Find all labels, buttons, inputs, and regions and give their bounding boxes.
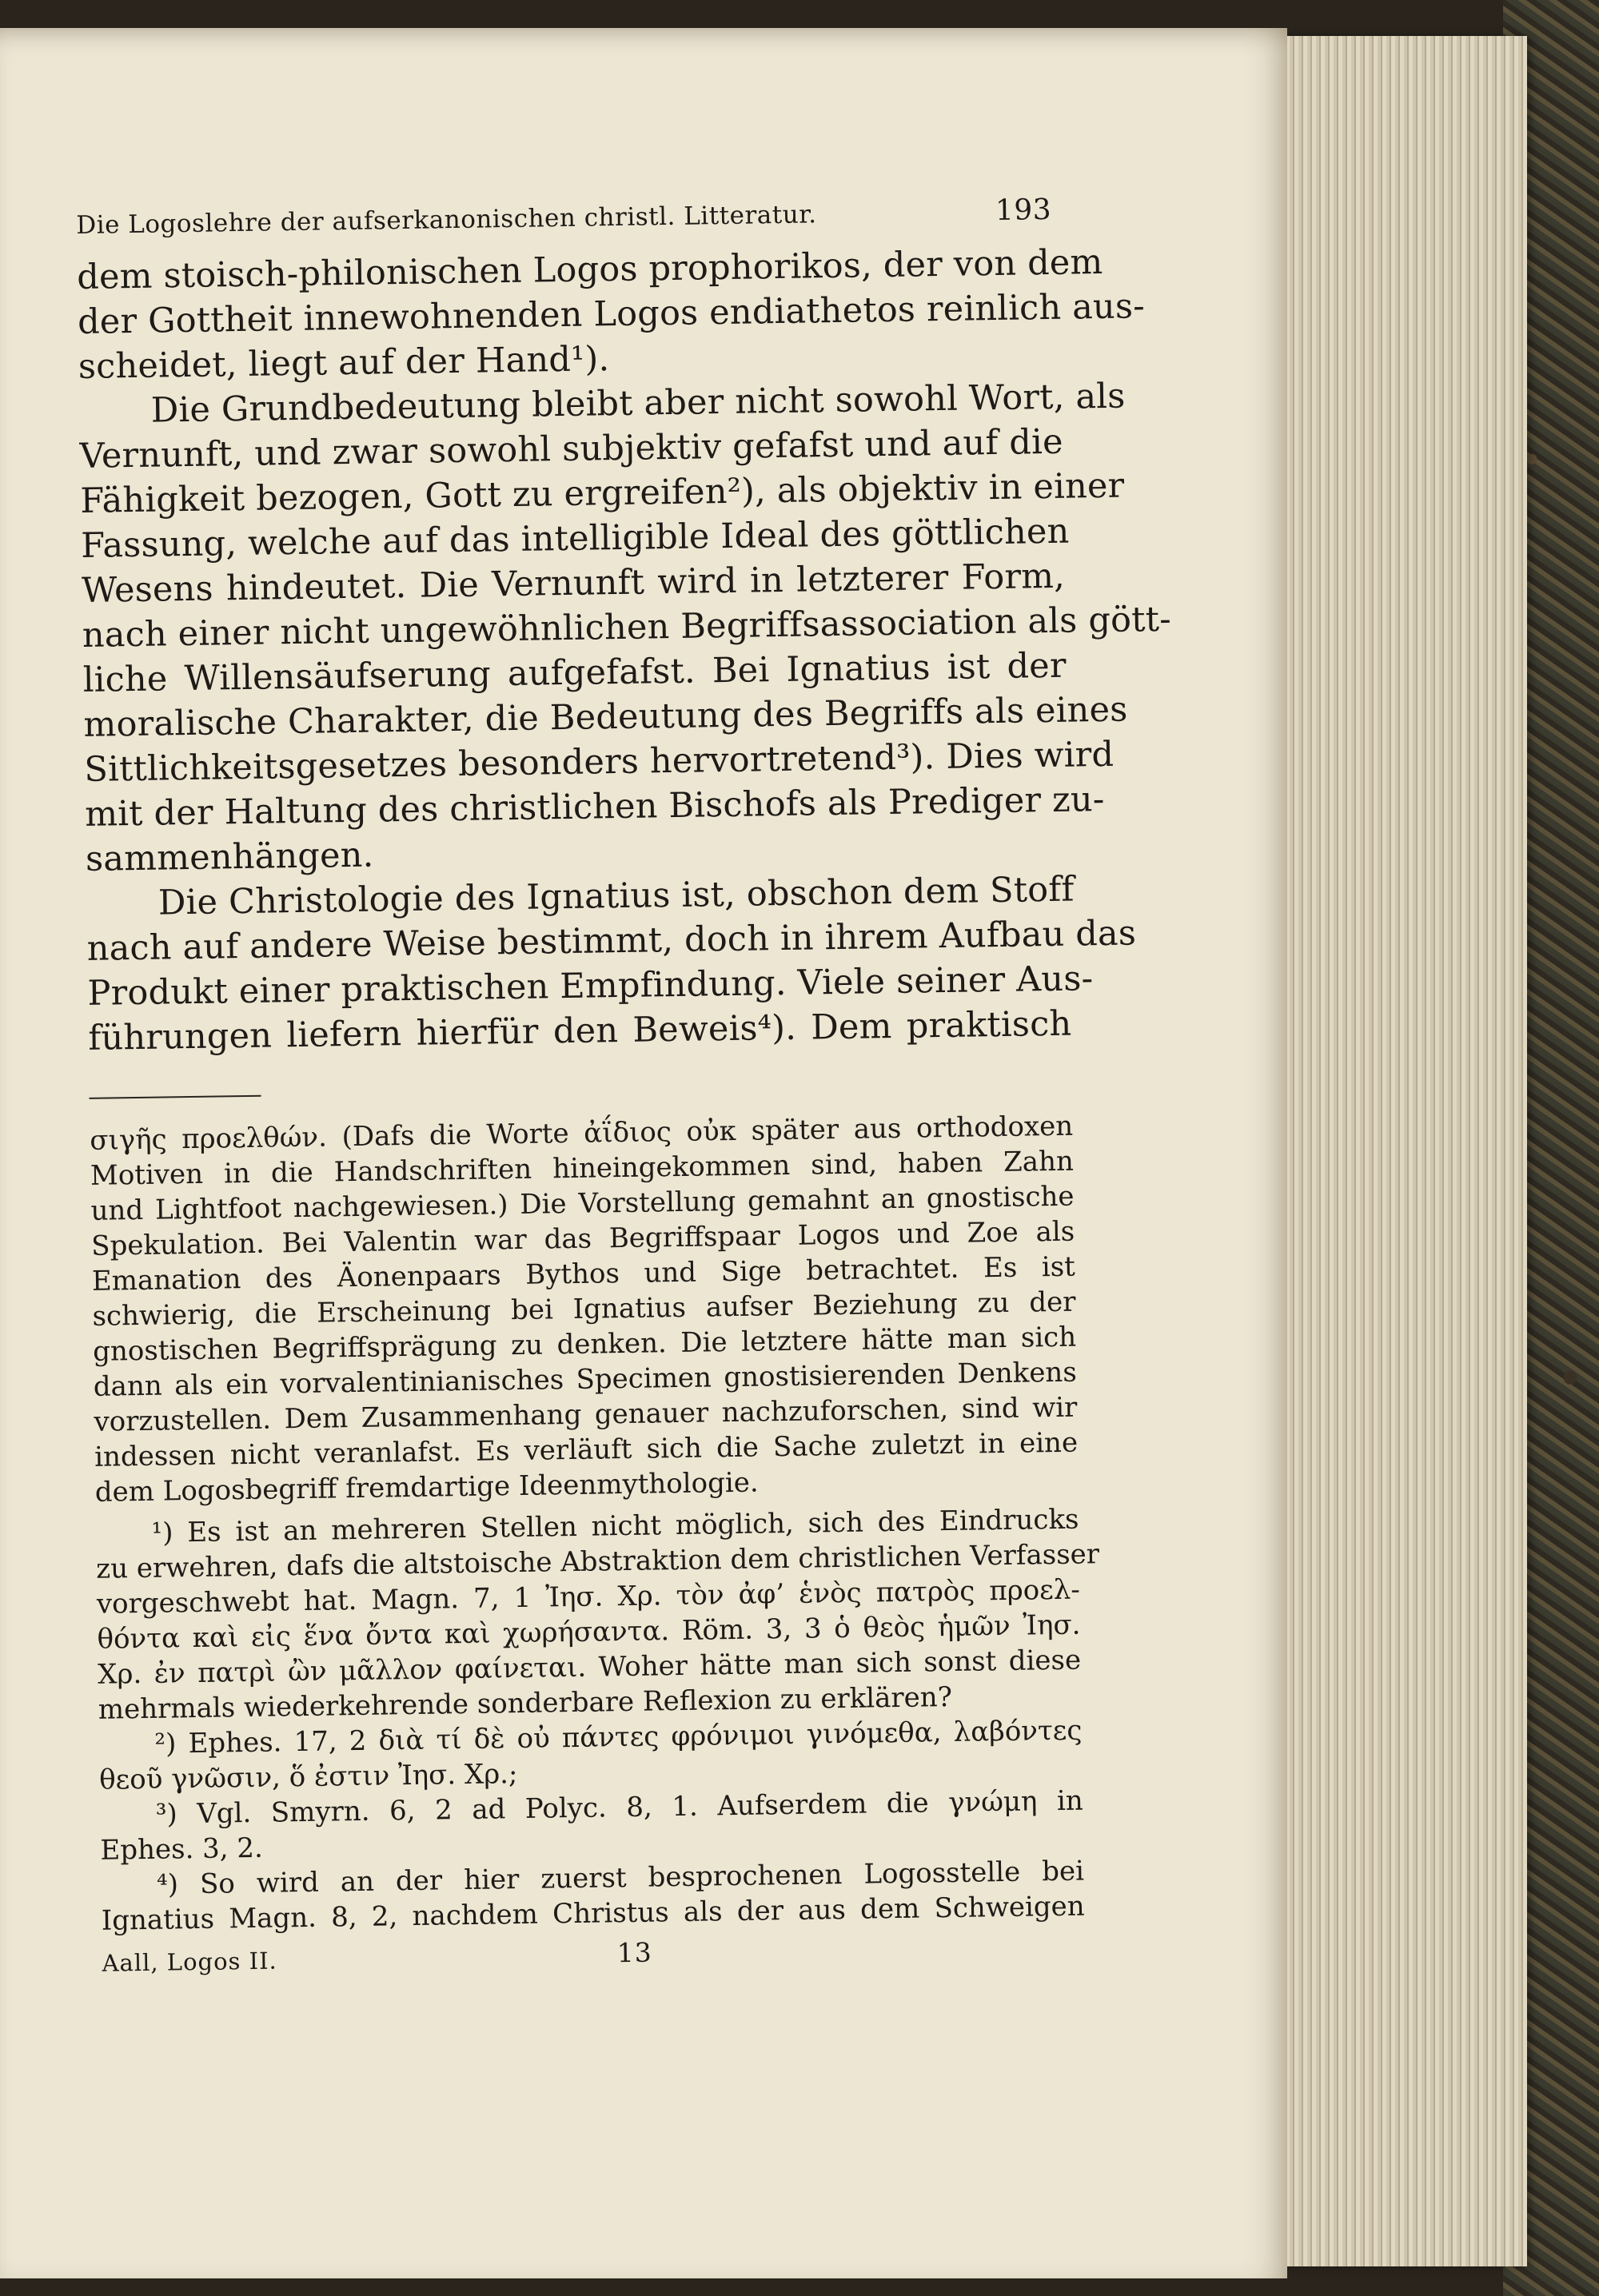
page-footer — [102, 1935, 1085, 1977]
body-line: der Gottheit innewohnenden Logos endiathetos reinlich aus- — [77, 286, 1146, 342]
footnote-line: dem Logosbegriff fremdartige Ideenmythologie. — [94, 1466, 759, 1509]
body-line: Sittlichkeitsgesetzes besonders hervortretend³). Dies wird — [84, 734, 1115, 790]
body-line: sammenhängen. — [85, 835, 374, 879]
body-line: führungen liefern hierfür den Beweis⁴). Dem praktisch — [88, 1003, 1072, 1058]
body-line: Wesens hindeutet. Die Vernunft wird in letzterer Form, — [81, 556, 1066, 611]
book-reference: Aall, Logos II. — [102, 1947, 278, 1977]
body-line: nach auf andere Weise bestimmt, doch in ihrem Aufbau das — [86, 913, 1137, 969]
footnote-line: θεοῦ γνῶσιν, ὅ ἐστιν Ἰησ. Χρ.; — [98, 1758, 518, 1796]
footnote-line: vorzustellen. Dem Zusammenhang genauer nachzuforschen, sind wir — [94, 1391, 1078, 1438]
body-line: Fassung, welche auf das intelligible Ideal des göttlichen — [80, 511, 1070, 566]
footnote-rule — [90, 1095, 261, 1099]
footnote-line: und Lightfoot nachgewiesen.) Die Vorstellung gemahnt an gnostische — [90, 1180, 1075, 1227]
footnote-line: Emanation des Äonenpaars Bythos und Sige betrachtet. Es ist — [91, 1250, 1076, 1297]
body-line: mit der Haltung des christlichen Bischofs als Prediger zu- — [84, 779, 1105, 835]
footnote-line: schwierig, die Erscheinung bei Ignatius aufser Beziehung zu der — [92, 1286, 1076, 1333]
footnote-line: gnostischen Begriffsprägung zu denken. Die letztere hätte man sich — [92, 1321, 1077, 1368]
body-line: Fähigkeit bezogen, Gott zu ergreifen²), als objektiv in einer — [80, 465, 1125, 521]
footnote-line: θόντα καὶ εἰς ἕνα ὄντα καὶ χωρήσαντα. Röm. 3, 3 ὁ θεὸς ἡμῶν Ἰησ. — [97, 1608, 1081, 1656]
footnote-line: σιγῆς προελθών. (Dafs die Worte ἀΐδιος οὐκ später aus orthodoxen — [90, 1110, 1074, 1157]
page-text-block — [76, 193, 1172, 1977]
footnote-line: Motiven in die Handschriften hineingekommen sind, haben Zahn — [90, 1145, 1075, 1192]
footnote-line: zu erwehren, dafs die altstoische Abstraktion dem christlichen Verfasser — [95, 1538, 1100, 1585]
body-line: dem stoisch-philonischen Logos prophorikos, der von dem — [76, 241, 1103, 297]
footnote-line: mehrmals wiederkehrende sonderbare Reflexion zu erklären? — [98, 1680, 953, 1726]
body-line: moralische Charakter, die Bedeutung des Begriffs als eines — [83, 689, 1128, 745]
footnote-line: indessen nicht veranlafst. Es verläuft sich die Sache zuletzt in eine — [94, 1426, 1079, 1473]
footnotes — [90, 1109, 1100, 1939]
page-edges-stack — [1263, 36, 1527, 2266]
footnote-line: Ignatius Magn. 8, 2, nachdem Christus als der aus dem Schweigen — [101, 1890, 1085, 1937]
body-line: Produkt einer praktischen Empfindung. Viele seiner Aus- — [87, 959, 1094, 1014]
footnote-line: vorgeschwebt hat. Magn. 7, 1 Ἰησ. Χρ. τὸν ἀφ’ ἑνὸς πατρὸς προελ- — [96, 1573, 1081, 1620]
body-line: Vernunft, und zwar sowohl subjektiv gefafst und auf die — [79, 421, 1064, 476]
footnote-line: dann als ein vorvalentinianisches Specimen gnostisierenden Denkens — [93, 1356, 1078, 1403]
body-line: nach einer nicht ungewöhnlichen Begriffsassociation als gött- — [82, 599, 1172, 656]
footnote-line: ²) Ephes. 17, 2 διὰ τί δὲ οὐ πάντες φρόνιμοι γινόμεθα, λαβόντες — [154, 1714, 1083, 1760]
footnote-line: ¹) Es ist an mehreren Stellen nicht möglich, sich des Eindrucks — [151, 1503, 1079, 1549]
body-text — [76, 241, 1172, 1061]
footnote-line: Ephes. 3, 2. — [100, 1832, 264, 1867]
signature-mark: 13 — [616, 1936, 652, 1969]
footnote-line: ⁴) So wird an der hier zuerst besprochenen Logosstelle bei — [156, 1855, 1085, 1901]
book-page — [0, 28, 1287, 2278]
body-line: Die Grundbedeutung bleibt aber nicht sowohl Wort, als — [150, 376, 1126, 431]
footnote-line: Χρ. ἐν πατρὶ ὢν μᾶλλον φαίνεται. Woher hätte man sich sonst diese — [97, 1644, 1082, 1691]
body-line: scheidet, liegt auf der Hand¹). — [78, 339, 610, 387]
footnote-line: ³) Vgl. Smyrn. 6, 2 ad Polyc. 8, 1. Aufserdem die γνώμη in — [155, 1784, 1083, 1831]
body-line: liche Willensäufserung aufgefafst. Bei Ignatius ist der — [82, 645, 1067, 700]
body-line: Die Christologie des Ignatius ist, obschon dem Stoff — [158, 869, 1075, 923]
footnote-line: Spekulation. Bei Valentin war das Begriffspaar Logos und Zoe als — [90, 1215, 1075, 1262]
page-number: 193 — [995, 193, 1052, 227]
running-title: Die Logoslehre der aufserkanonischen christl. Litteratur. — [76, 200, 817, 240]
running-header — [76, 193, 1059, 241]
